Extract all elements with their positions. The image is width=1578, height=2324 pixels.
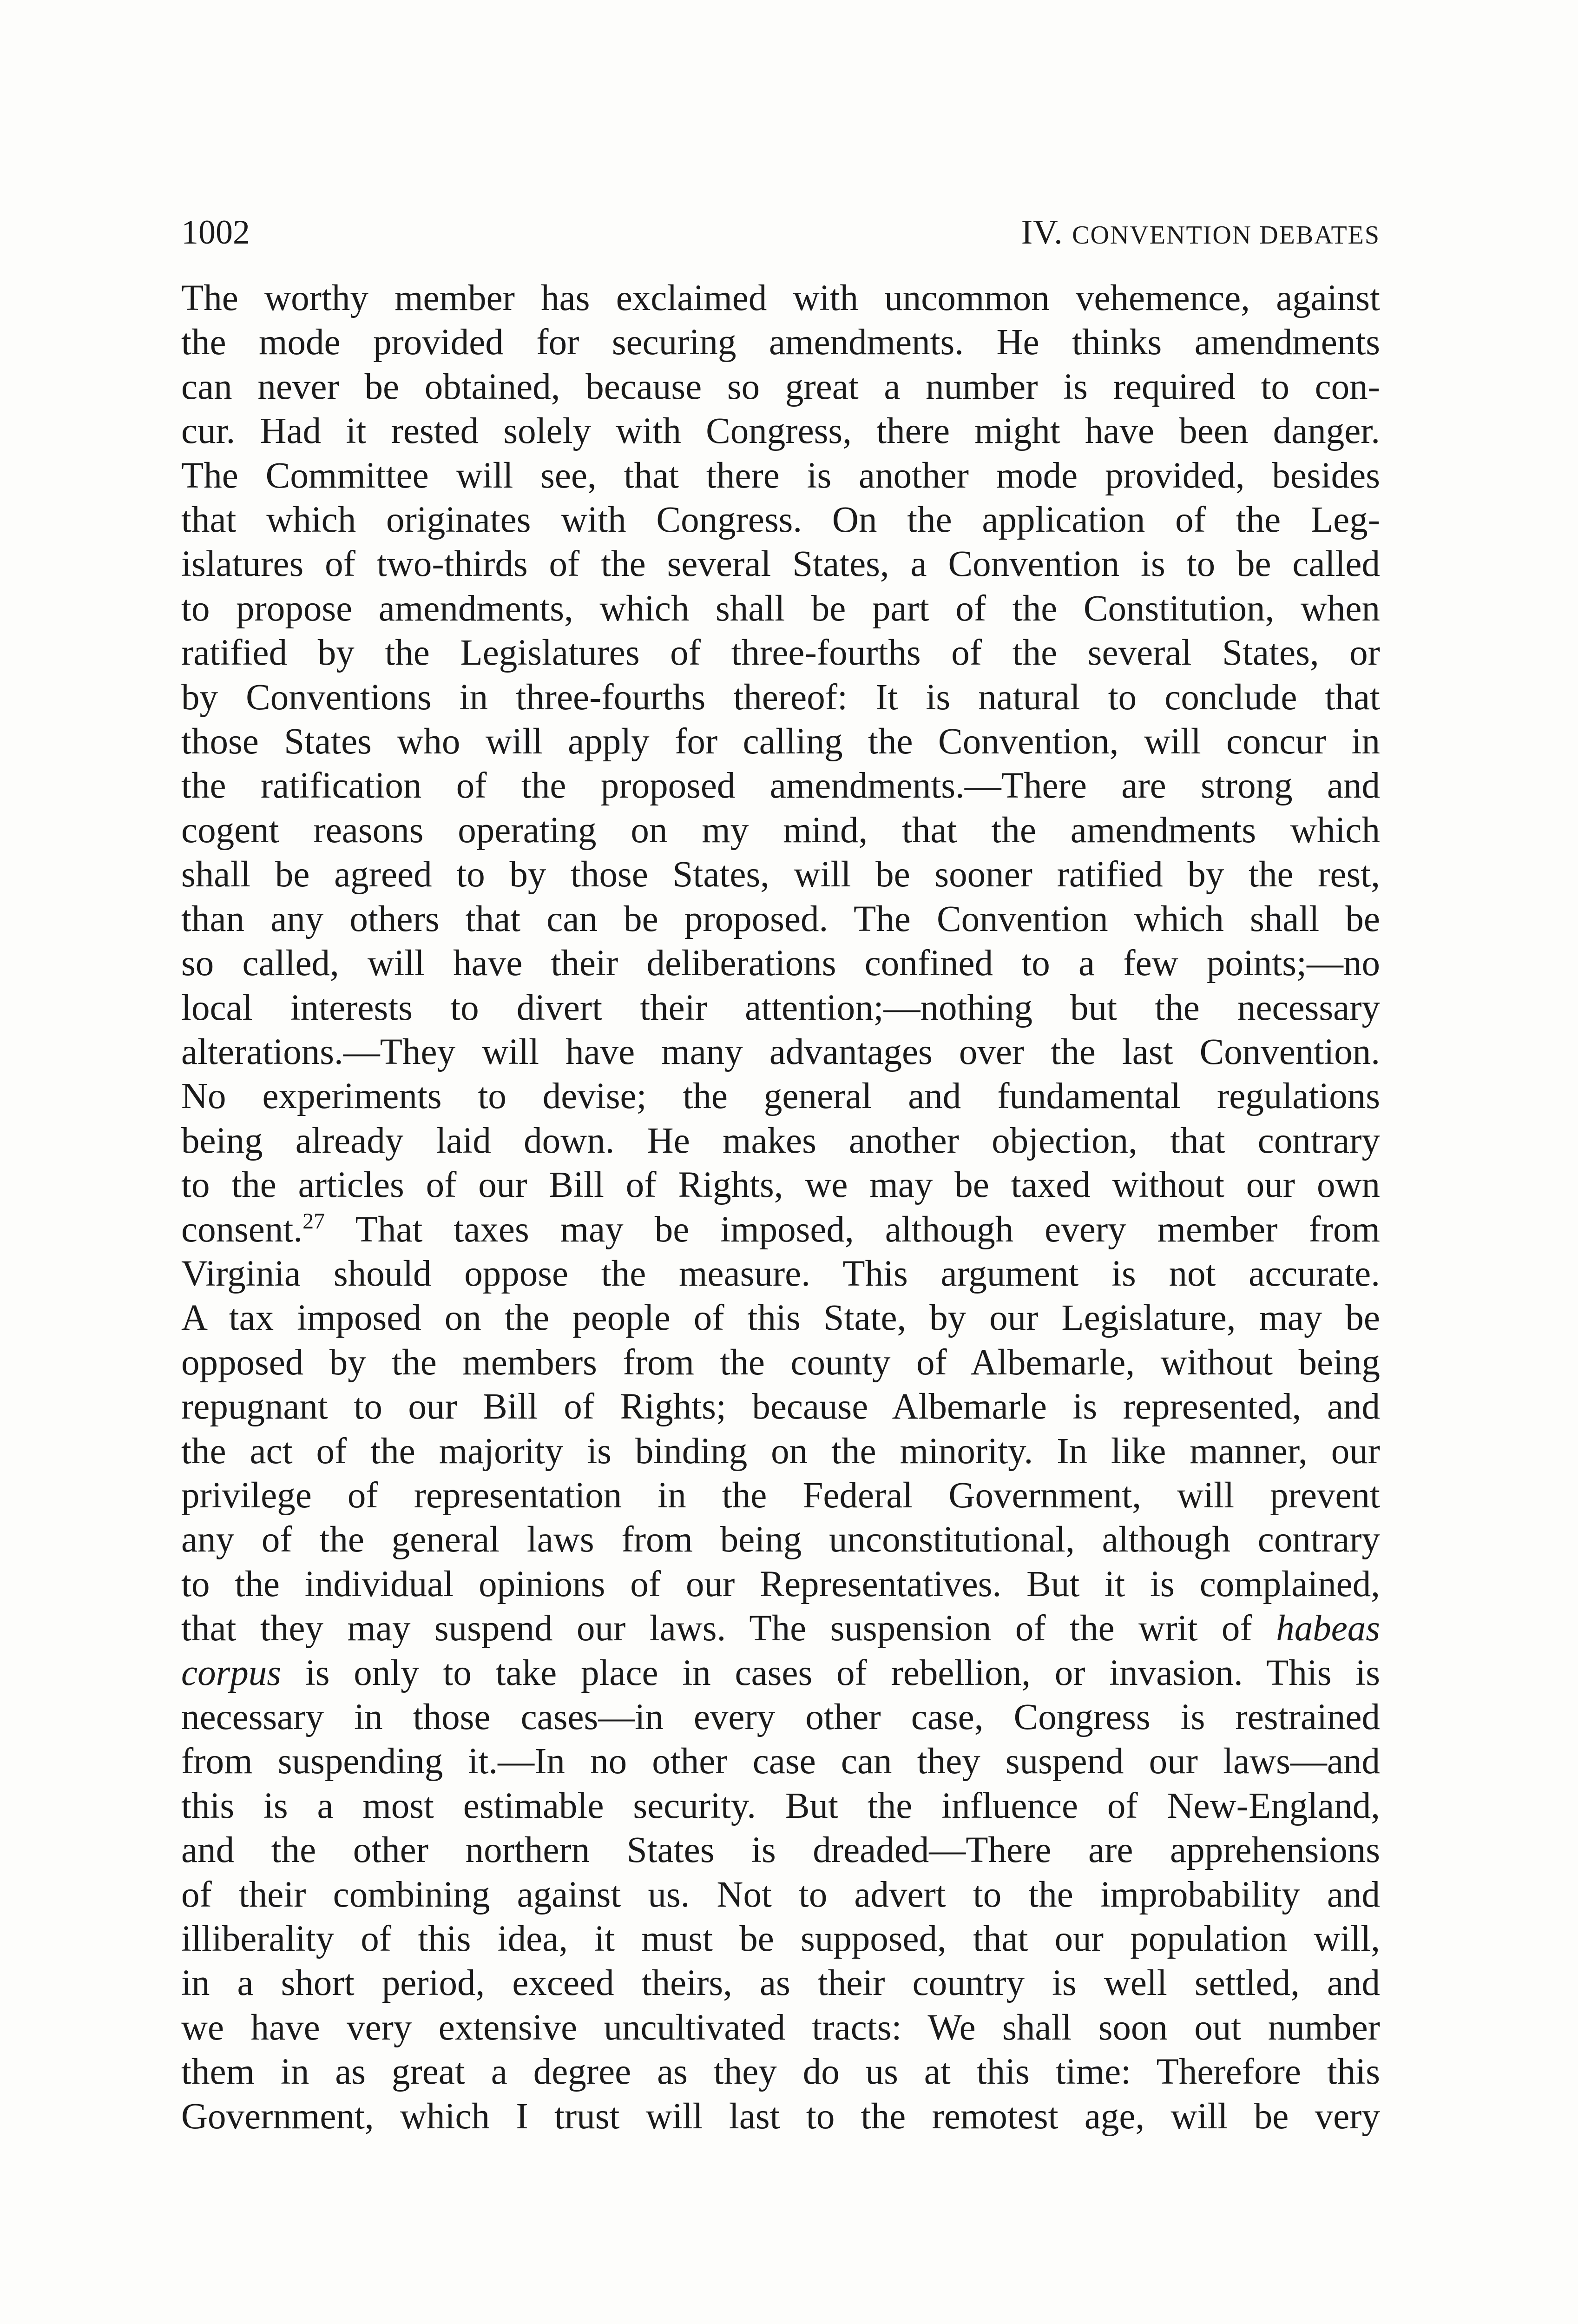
body-text xyxy=(181,276,1380,2139)
text-line-start: that they may suspend our laws. The suspension of the writ of xyxy=(181,1608,1252,1649)
consent-word: consent. xyxy=(181,1209,303,1250)
text-line: the mode provided for securing amendments. He thinks amendments xyxy=(181,322,1380,363)
text-line: we have very extensive uncultivated tracts: We shall soon out number xyxy=(181,2007,1380,2048)
text-line: them in as great a degree as they do us at this time: Therefore this xyxy=(181,2052,1380,2093)
text-line: to the articles of our Bill of Rights, we may be taxed without our own xyxy=(181,1165,1380,1206)
text-line: islatures of two-thirds of the several States, a Convention is to be called xyxy=(181,544,1380,585)
corpus-italic: corpus xyxy=(181,1652,282,1693)
habeas-italic: habeas xyxy=(1276,1608,1380,1649)
text-line: the ratification of the proposed amendments.—There are strong and xyxy=(181,766,1380,806)
running-head xyxy=(181,205,1380,260)
text-line: can never be obtained, because so great a number is required to con- xyxy=(181,366,1380,407)
text-line: Government, which I trust will last to the remotest age, will be very xyxy=(181,2096,1380,2137)
text-line: the act of the majority is binding on the minority. In like manner, our xyxy=(181,1431,1380,1472)
text-line: being already laid down. He makes another objection, that contrary xyxy=(181,1120,1380,1161)
text-line: than any others that can be proposed. The Convention which shall be xyxy=(181,898,1380,939)
text-line: The Committee will see, that there is another mode provided, besides xyxy=(181,455,1380,496)
text-line: by Conventions in three-fourths thereof: It is natural to conclude that xyxy=(181,677,1380,718)
section-numeral: IV. xyxy=(1021,213,1063,251)
text-line: necessary in those cases—in every other case, Congress is restrained xyxy=(181,1697,1380,1737)
text-line: to the individual opinions of our Representatives. But it is complained, xyxy=(181,1564,1380,1604)
text-line: ratified by the Legislatures of three-fourths of the several States, or xyxy=(181,633,1380,673)
text-line: of their combining against us. Not to advert to the improbability and xyxy=(181,1874,1380,1915)
text-line: opposed by the members from the county of Albemarle, without being xyxy=(181,1342,1380,1383)
text-line: from suspending it.—In no other case can they suspend our laws—and xyxy=(181,1741,1380,1782)
text-line: this is a most estimable security. But the influence of New-England, xyxy=(181,1785,1380,1826)
text-line-with-italic xyxy=(181,1651,1380,1695)
text-line: Virginia should oppose the measure. This argument is not accurate. xyxy=(181,1253,1380,1294)
text-line-remainder: That taxes may be imposed, although every member from xyxy=(355,1209,1381,1250)
text-line: in a short period, exceed theirs, as their country is well settled, and xyxy=(181,1963,1380,2004)
text-line: No experiments to devise; the general and fundamental regulations xyxy=(181,1076,1380,1117)
text-line-with-italic xyxy=(181,1606,1380,1651)
page-number: 1002 xyxy=(181,213,250,251)
text-line: those States who will apply for calling the Convention, will concur in xyxy=(181,721,1380,762)
text-line: repugnant to our Bill of Rights; because Albemarle is represented, and xyxy=(181,1386,1380,1427)
text-line: and the other northern States is dreaded—There are apprehensions xyxy=(181,1830,1380,1871)
text-line: cur. Had it rested solely with Congress, there might have been danger. xyxy=(181,411,1380,452)
text-line: any of the general laws from being unconstitutional, although contrary xyxy=(181,1519,1380,1560)
text-line: privilege of representation in the Federal Government, will prevent xyxy=(181,1475,1380,1516)
text-line: alterations.—They will have many advantages over the last Convention. xyxy=(181,1031,1380,1072)
text-line: so called, will have their deliberations confined to a few points;—no xyxy=(181,943,1380,984)
text-line: that which originates with Congress. On the application of the Leg- xyxy=(181,500,1380,541)
section-title-text: CONVENTION DEBATES xyxy=(1072,221,1380,250)
text-line: The worthy member has exclaimed with uncommon vehemence, against xyxy=(181,278,1380,318)
text-line-with-footnote xyxy=(181,1208,1380,1252)
text-line: cogent reasons operating on my mind, that the amendments which xyxy=(181,810,1380,851)
section-title xyxy=(1021,205,1380,263)
text-line: illiberality of this idea, it must be supposed, that our population will, xyxy=(181,1919,1380,1960)
text-line: to propose amendments, which shall be part of the Constitution, when xyxy=(181,588,1380,629)
text-line: A tax imposed on the people of this State, by our Legislature, may be xyxy=(181,1298,1380,1339)
book-page xyxy=(181,205,1380,2324)
text-line-remainder: is only to take place in cases of rebellion, or invasion. This is xyxy=(305,1652,1380,1693)
text-line: shall be agreed to by those States, will be sooner ratified by the rest, xyxy=(181,854,1380,895)
text-line: local interests to divert their attention;—nothing but the necessary xyxy=(181,987,1380,1028)
footnote-ref-27[interactable]: 27 xyxy=(302,1208,325,1234)
